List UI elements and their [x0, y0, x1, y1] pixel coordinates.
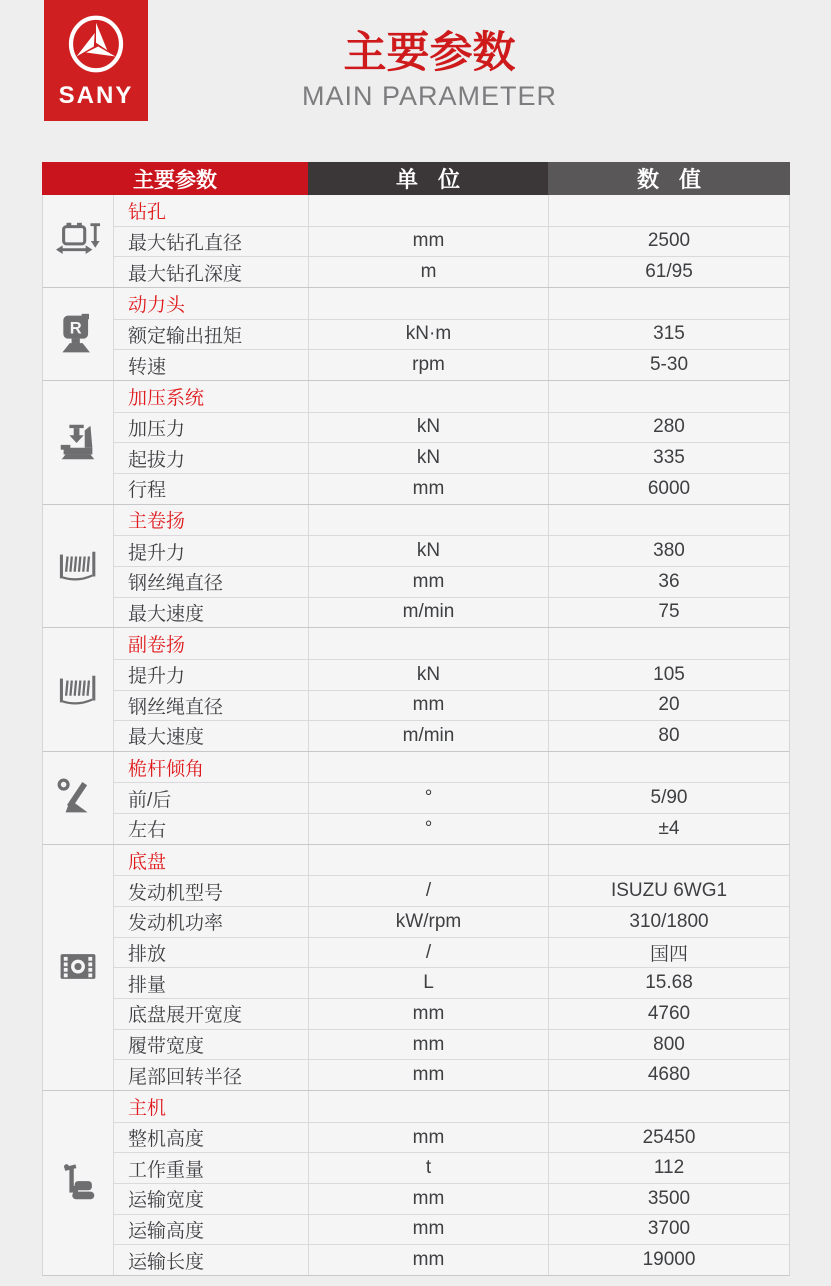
- param-value: 6000: [548, 473, 789, 504]
- param-unit: mm: [308, 1059, 548, 1090]
- section-title-value-spacer: [548, 381, 789, 412]
- param-value: 3700: [548, 1214, 789, 1245]
- param-unit: kN: [308, 535, 548, 566]
- param-name: 转速: [113, 349, 308, 380]
- param-name: 起拔力: [113, 442, 308, 473]
- param-value: 112: [548, 1152, 789, 1183]
- param-value: 2500: [548, 226, 789, 257]
- section-title-value-spacer: [548, 628, 789, 659]
- mast-angle-icon: [43, 752, 113, 844]
- param-name: 最大钻孔直径: [113, 226, 308, 257]
- section-title-value-spacer: [548, 288, 789, 319]
- chassis-icon: [43, 845, 113, 1090]
- param-unit: kW/rpm: [308, 906, 548, 937]
- param-name: 运输高度: [113, 1214, 308, 1245]
- param-value: 315: [548, 319, 789, 350]
- param-unit: mm: [308, 998, 548, 1029]
- param-name: 额定输出扭矩: [113, 319, 308, 350]
- section-title: 底盘: [113, 845, 308, 876]
- param-value: 800: [548, 1029, 789, 1060]
- param-name: 左右: [113, 813, 308, 844]
- column-header-value: 数 值: [548, 162, 790, 195]
- section-title-value-spacer: [548, 752, 789, 783]
- section-title: 主机: [113, 1091, 308, 1122]
- section-title-value-spacer: [548, 195, 789, 226]
- param-unit: °: [308, 782, 548, 813]
- section-title-unit-spacer: [308, 1091, 548, 1122]
- page-title: 主要参数: [343, 29, 516, 77]
- section-title-unit-spacer: [308, 752, 548, 783]
- column-header-unit: 单 位: [308, 162, 548, 195]
- param-name: 最大速度: [113, 720, 308, 751]
- param-name: 运输宽度: [113, 1183, 308, 1214]
- param-unit: kN: [308, 412, 548, 443]
- param-unit: kN: [308, 442, 548, 473]
- param-value: 20: [548, 690, 789, 721]
- param-name: 提升力: [113, 535, 308, 566]
- param-value: 105: [548, 659, 789, 690]
- spec-section: [43, 288, 789, 381]
- param-name: 整机高度: [113, 1122, 308, 1153]
- param-value: 3500: [548, 1183, 789, 1214]
- spec-section: [43, 505, 789, 629]
- section-title-unit-spacer: [308, 628, 548, 659]
- spec-section: [43, 195, 789, 288]
- section-title-unit-spacer: [308, 288, 548, 319]
- param-unit: mm: [308, 1183, 548, 1214]
- param-unit: mm: [308, 226, 548, 257]
- param-value: 5/90: [548, 782, 789, 813]
- column-header-param: 主要参数: [42, 162, 308, 195]
- param-unit: mm: [308, 1244, 548, 1275]
- param-name: 加压力: [113, 412, 308, 443]
- param-value: 335: [548, 442, 789, 473]
- param-unit: /: [308, 937, 548, 968]
- param-name: 排放: [113, 937, 308, 968]
- sany-logo-text: SANY: [58, 82, 134, 109]
- param-name: 履带宽度: [113, 1029, 308, 1060]
- param-name: 钢丝绳直径: [113, 566, 308, 597]
- param-value: 280: [548, 412, 789, 443]
- param-name: 发动机功率: [113, 906, 308, 937]
- param-value: ISUZU 6WG1: [548, 875, 789, 906]
- section-title: 加压系统: [113, 381, 308, 412]
- spec-section: [43, 381, 789, 505]
- param-name: 提升力: [113, 659, 308, 690]
- param-value: 380: [548, 535, 789, 566]
- spec-section: [43, 1091, 789, 1276]
- param-name: 运输长度: [113, 1244, 308, 1275]
- param-unit: mm: [308, 690, 548, 721]
- section-title: 副卷扬: [113, 628, 308, 659]
- param-name: 前/后: [113, 782, 308, 813]
- section-title-value-spacer: [548, 505, 789, 536]
- drill-diameter-icon: [43, 195, 113, 287]
- param-value: 4760: [548, 998, 789, 1029]
- param-unit: mm: [308, 1214, 548, 1245]
- aux-winch-icon: [43, 628, 113, 751]
- param-name: 行程: [113, 473, 308, 504]
- param-unit: m: [308, 256, 548, 287]
- param-value: 36: [548, 566, 789, 597]
- param-unit: m/min: [308, 720, 548, 751]
- param-name: 最大速度: [113, 597, 308, 628]
- param-name: 尾部回转半径: [113, 1059, 308, 1090]
- param-value: 25450: [548, 1122, 789, 1153]
- param-value: 80: [548, 720, 789, 751]
- section-title-value-spacer: [548, 845, 789, 876]
- section-title: 主卷扬: [113, 505, 308, 536]
- spec-table: [42, 162, 790, 1276]
- param-value: 61/95: [548, 256, 789, 287]
- spec-section: [43, 845, 789, 1091]
- svg-text:R: R: [69, 319, 82, 338]
- param-value: 4680: [548, 1059, 789, 1090]
- section-title-value-spacer: [548, 1091, 789, 1122]
- param-unit: kN·m: [308, 319, 548, 350]
- param-name: 发动机型号: [113, 875, 308, 906]
- param-unit: /: [308, 875, 548, 906]
- param-value: 310/1800: [548, 906, 789, 937]
- main-machine-icon: [43, 1091, 113, 1275]
- page-header: [0, 30, 831, 112]
- param-unit: mm: [308, 1029, 548, 1060]
- param-unit: L: [308, 967, 548, 998]
- page-subtitle: MAIN PARAMETER: [301, 81, 558, 112]
- spec-section: [43, 628, 789, 752]
- param-unit: rpm: [308, 349, 548, 380]
- section-title: 动力头: [113, 288, 308, 319]
- param-value: 国四: [548, 937, 789, 968]
- section-title-unit-spacer: [308, 505, 548, 536]
- section-title-unit-spacer: [308, 195, 548, 226]
- param-unit: m/min: [308, 597, 548, 628]
- param-unit: mm: [308, 566, 548, 597]
- spec-section: [43, 752, 789, 845]
- param-unit: mm: [308, 1122, 548, 1153]
- section-title: 桅杆倾角: [113, 752, 308, 783]
- param-unit: t: [308, 1152, 548, 1183]
- param-value: ±4: [548, 813, 789, 844]
- param-unit: kN: [308, 659, 548, 690]
- param-name: 底盘展开宽度: [113, 998, 308, 1029]
- param-value: 19000: [548, 1244, 789, 1275]
- param-name: 最大钻孔深度: [113, 256, 308, 287]
- param-unit: °: [308, 813, 548, 844]
- section-title: 钻孔: [113, 195, 308, 226]
- spec-table-header: [42, 162, 790, 195]
- param-value: 75: [548, 597, 789, 628]
- param-name: 排量: [113, 967, 308, 998]
- power-head-icon: [43, 288, 113, 380]
- spec-table-body: [42, 195, 790, 1276]
- param-name: 钢丝绳直径: [113, 690, 308, 721]
- section-title-unit-spacer: [308, 381, 548, 412]
- section-title-unit-spacer: [308, 845, 548, 876]
- crowd-system-icon: [43, 381, 113, 504]
- main-winch-icon: [43, 505, 113, 628]
- param-value: 15.68: [548, 967, 789, 998]
- param-value: 5-30: [548, 349, 789, 380]
- param-name: 工作重量: [113, 1152, 308, 1183]
- param-unit: mm: [308, 473, 548, 504]
